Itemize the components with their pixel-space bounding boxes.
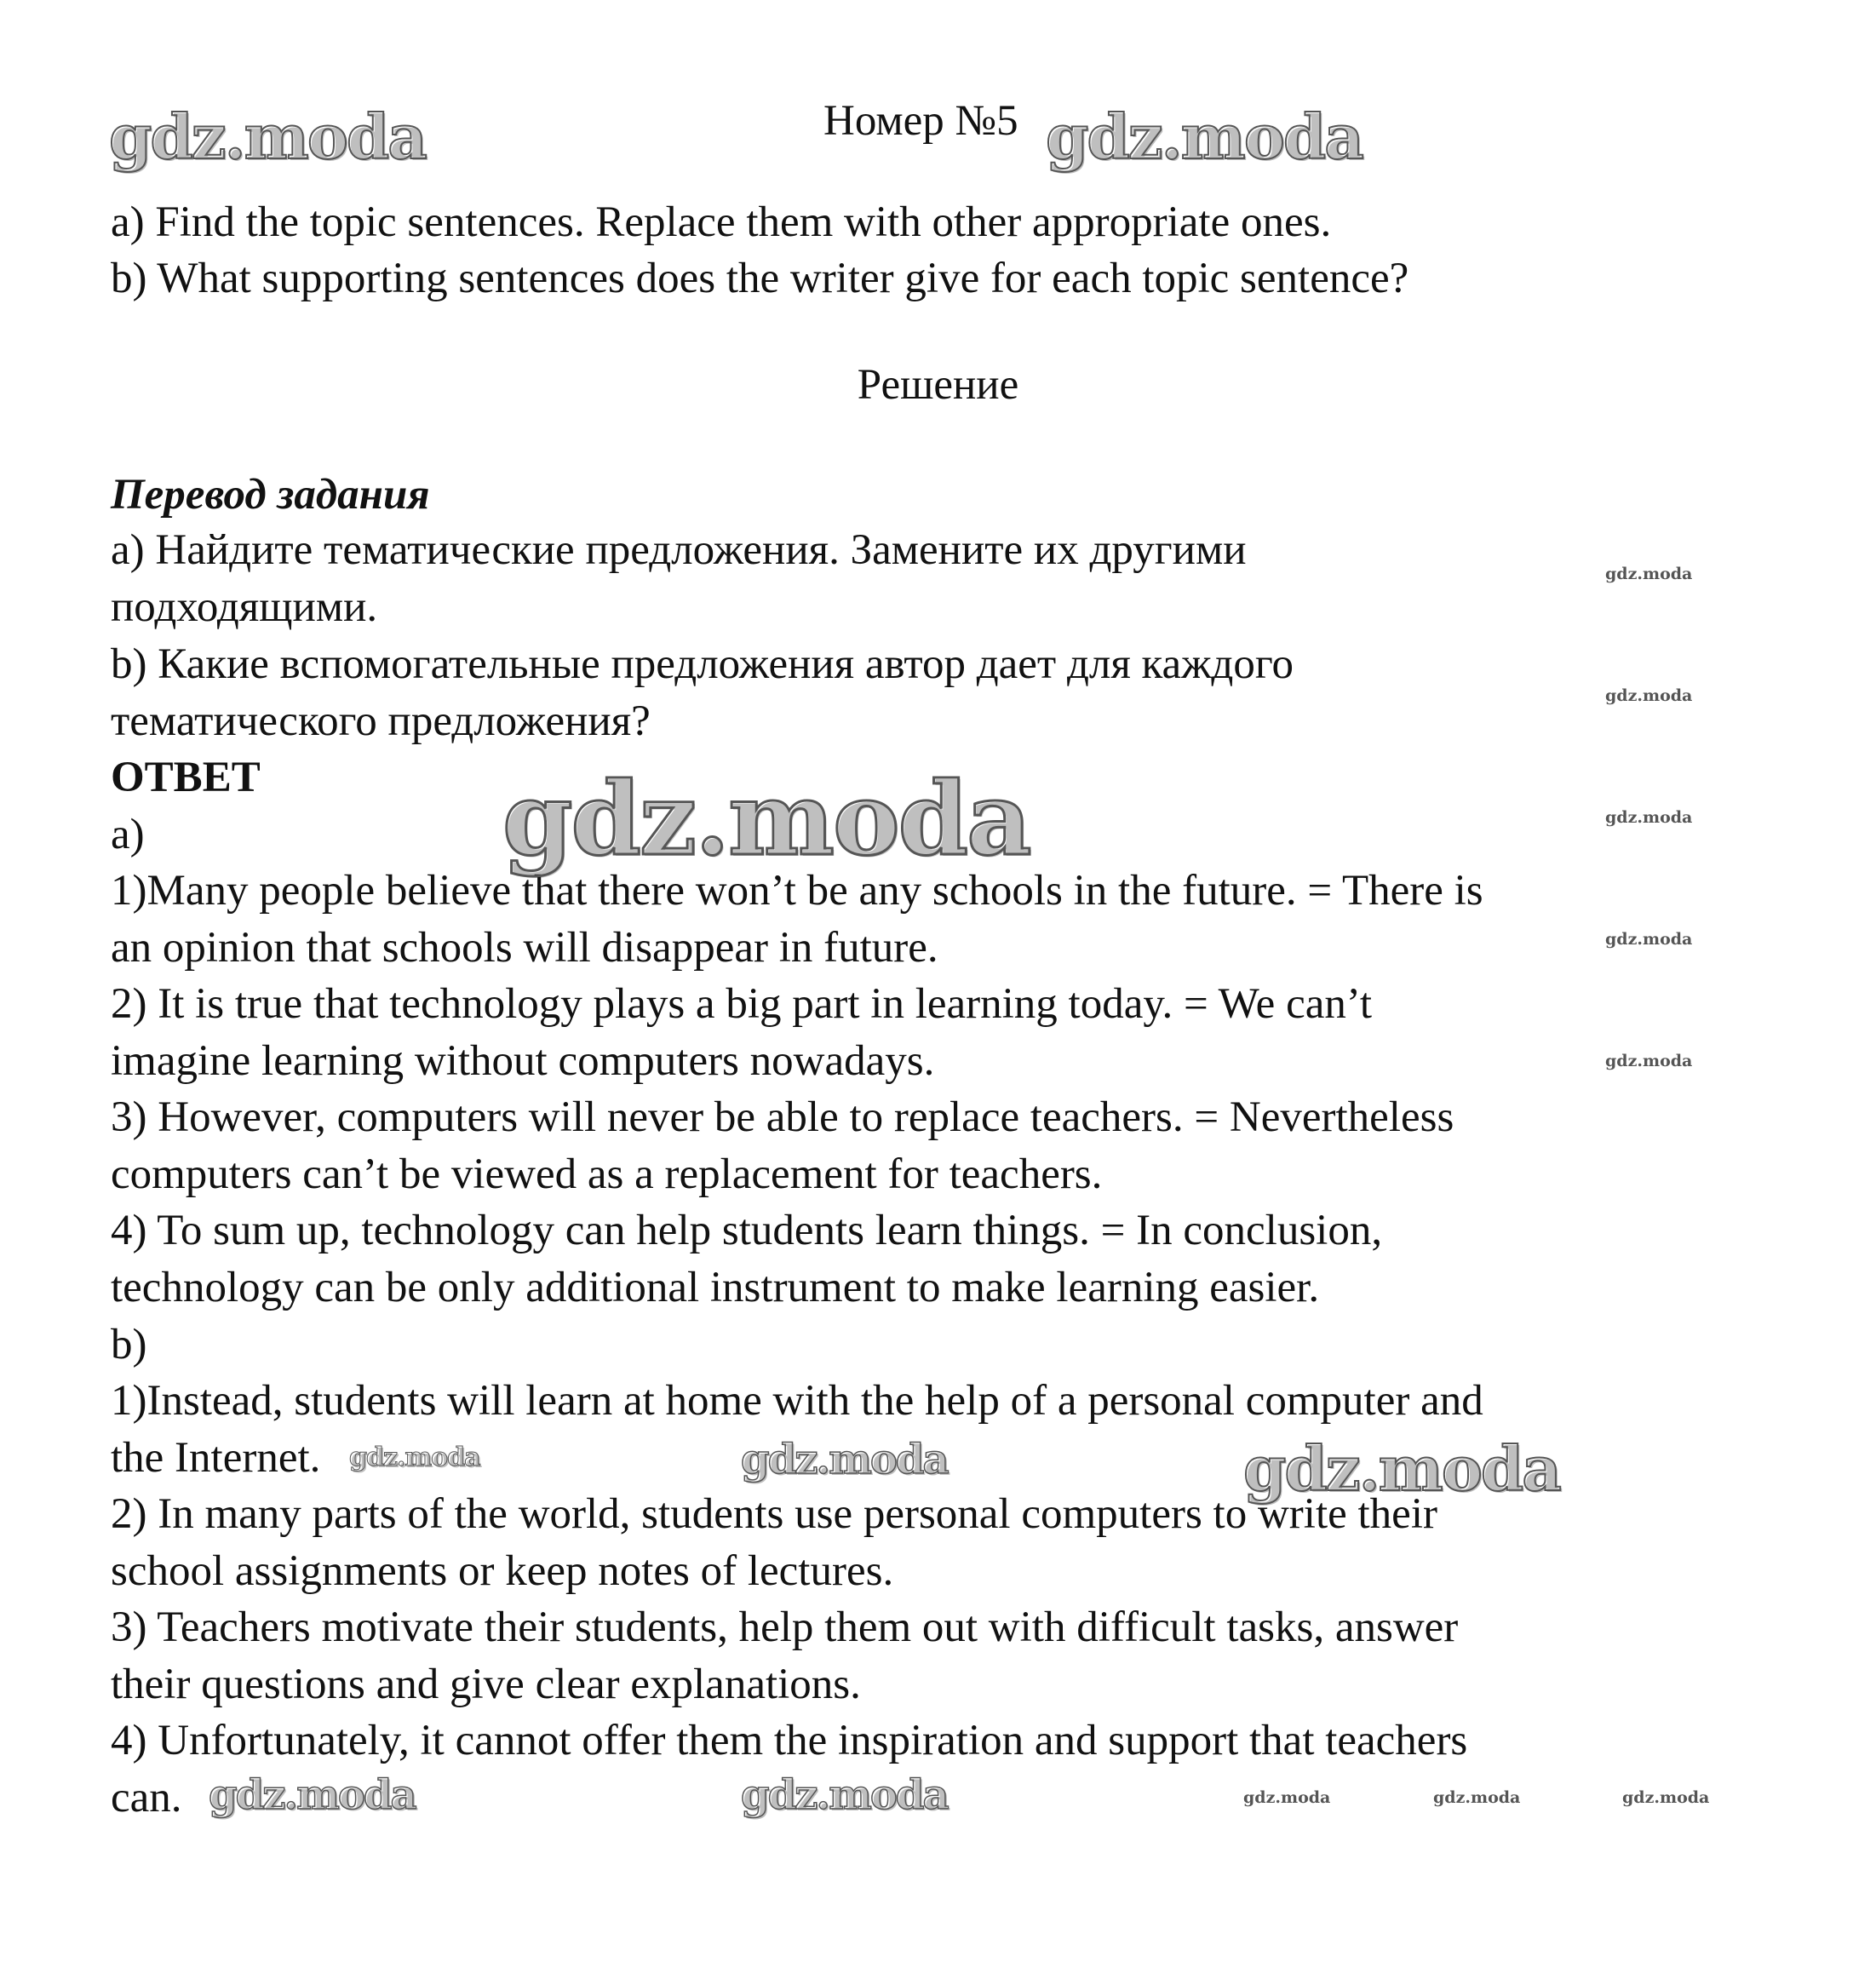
watermark: gdz.moda [349, 1443, 480, 1472]
watermark: gdz.moda [1433, 1788, 1521, 1807]
watermark: gdz.moda [1243, 1432, 1560, 1505]
solution-heading: Решение [857, 361, 1019, 409]
watermark: gdz.moda [1243, 1788, 1331, 1807]
answer-a-line: 4) To sum up, technology can help students learn things. = In conclusion, [111, 1207, 1383, 1254]
watermark: gdz.moda [209, 1771, 416, 1819]
answer-b-line: the Internet. [111, 1434, 321, 1482]
answer-a-line: 2) It is true that technology plays a big part in learning today. = We can’t [111, 980, 1373, 1028]
watermark: gdz.moda [502, 760, 1030, 878]
answer-part-b-label: b) [111, 1321, 147, 1368]
watermark: gdz.moda [109, 100, 426, 173]
watermark: gdz.moda [741, 1771, 948, 1819]
watermark: gdz.moda [1605, 565, 1693, 583]
answer-b-line: their questions and give clear explanations. [111, 1661, 861, 1708]
task-line-b: b) What supporting sentences does the writer give for each topic sentence? [111, 255, 1409, 302]
translation-line: b) Какие вспомогательные предложения автор дает для каждого [111, 640, 1294, 688]
answer-a-line: imagine learning without computers nowadays. [111, 1037, 935, 1085]
page-title: Номер №5 [823, 97, 1018, 145]
answer-b-line: can. [111, 1774, 182, 1821]
watermark: gdz.moda [741, 1436, 948, 1483]
translation-heading: Перевод задания [111, 471, 430, 519]
watermark: gdz.moda [1605, 930, 1693, 949]
watermark: gdz.moda [1046, 100, 1363, 173]
answer-b-line: 4) Unfortunately, it cannot offer them the inspiration and support that teachers [111, 1717, 1468, 1764]
answer-a-line: computers can’t be viewed as a replacement for teachers. [111, 1150, 1103, 1198]
answer-b-line: 3) Teachers motivate their students, help them out with difficult tasks, answer [111, 1603, 1459, 1651]
translation-line: подходящими. [111, 583, 378, 631]
task-line-a: a) Find the topic sentences. Replace them with other appropriate ones. [111, 198, 1332, 246]
answer-b-line: 2) In many parts of the world, students use personal computers to write their [111, 1490, 1437, 1538]
translation-line: а) Найдите тематические предложения. Замените их другими [111, 526, 1247, 574]
watermark: gdz.moda [1605, 808, 1693, 827]
answer-a-line: technology can be only additional instrument to make learning easier. [111, 1264, 1320, 1311]
watermark: gdz.moda [1605, 686, 1693, 705]
translation-line: тематического предложения? [111, 697, 651, 745]
watermark: gdz.moda [1605, 1052, 1693, 1070]
answer-b-line: 1)Instead, students will learn at home with the help of a personal computer and [111, 1377, 1483, 1425]
answer-a-line: 3) However, computers will never be able to replace teachers. = Nevertheless [111, 1093, 1454, 1141]
answer-b-line: school assignments or keep notes of lectures. [111, 1547, 894, 1595]
answer-heading: ОТВЕТ [111, 754, 261, 801]
answer-a-line: 1)Many people believe that there won’t be any schools in the future. = There is [111, 867, 1483, 915]
answer-a-line: an opinion that schools will disappear in future. [111, 924, 938, 972]
answer-part-a-label: а) [111, 811, 145, 858]
watermark: gdz.moda [1622, 1788, 1710, 1807]
